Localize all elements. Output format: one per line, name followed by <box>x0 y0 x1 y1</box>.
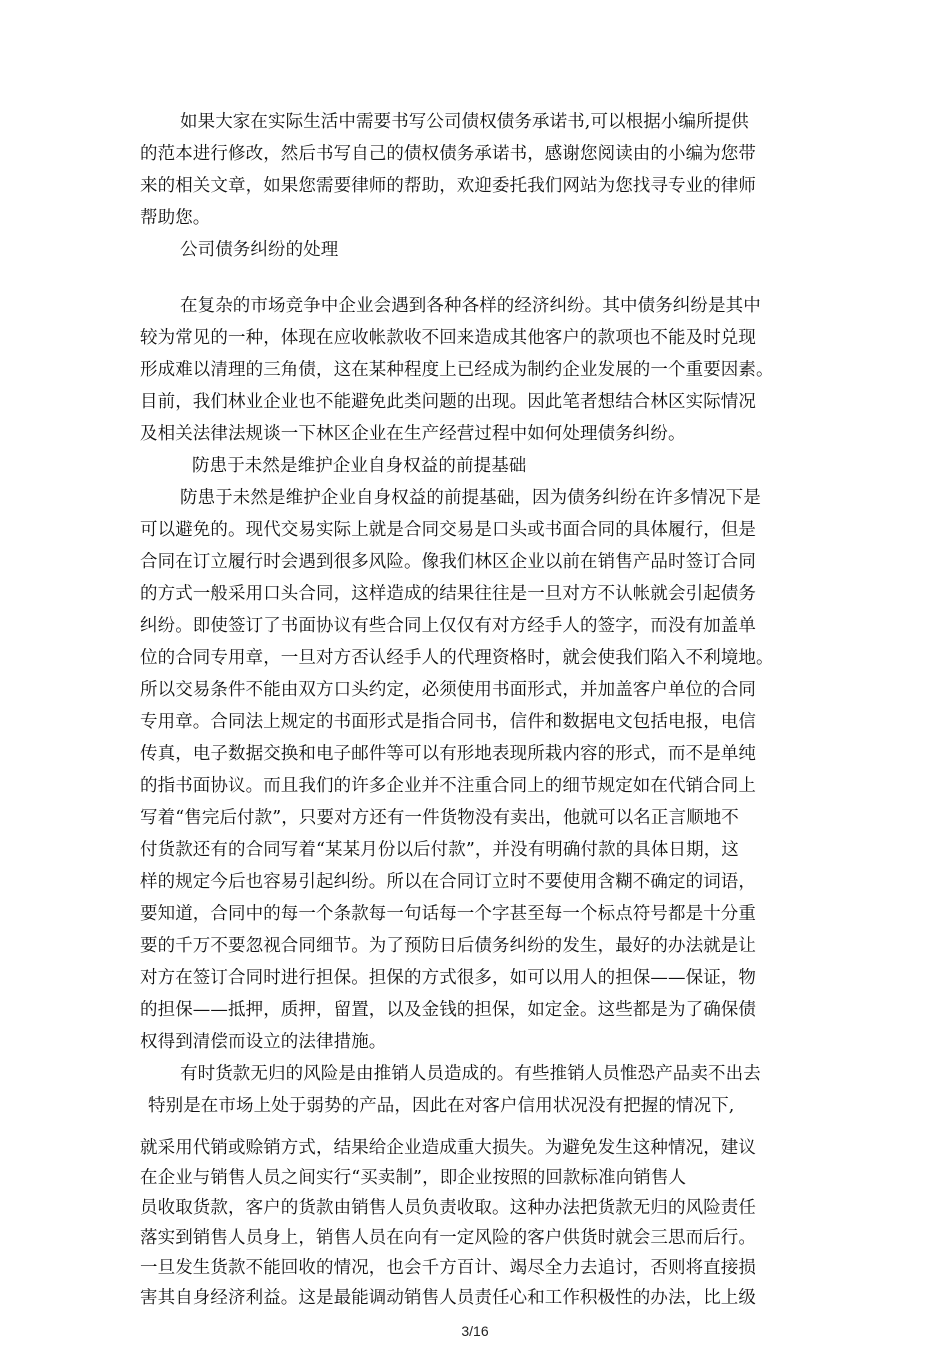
text-line: 形成难以清理的三角债，这在某种程度上已经成为制约企业发展的一个重要因素。 <box>140 360 774 380</box>
text-line: 合同在订立履行时会遇到很多风险。像我们林区企业以前在销售产品时签订合同 <box>140 552 756 572</box>
text-line: 员收取货款，客户的货款由销售人员负责收取。这种办法把货款无归的风险责任 <box>140 1198 756 1218</box>
text-line: 一旦发生货款不能回收的情况，也会千方百计、竭尽全力去追讨，否则将直接损 <box>140 1258 756 1278</box>
text-line: 写着“售完后付款”，只要对方还有一件货物没有卖出，他就可以名正言顺地不 <box>140 808 739 828</box>
text-line: 要知道，合同中的每一个条款每一句话每一个字甚至每一个标点符号都是十分重 <box>140 904 756 924</box>
section-heading: 公司债务纠纷的处理 <box>180 240 339 260</box>
text-line: 帮助您。 <box>140 208 211 228</box>
text-line: 就采用代销或赊销方式，结果给企业造成重大损失。为避免发生这种情况，建议 <box>140 1138 756 1158</box>
text-line: 较为常见的一种，体现在应收帐款收不回来造成其他客户的款项也不能及时兑现 <box>140 328 756 348</box>
text-line: 有时货款无归的风险是由推销人员造成的。有些推销人员惟恐产品卖不出去 <box>180 1064 761 1084</box>
text-line: 付货款还有的合同写着“某某月份以后付款”，并没有明确付款的具体日期，这 <box>140 840 739 860</box>
text-line: 目前，我们林业企业也不能避免此类问题的出现。因此笔者想结合林区实际情况 <box>140 392 756 412</box>
text-line: 位的合同专用章，一旦对方否认经手人的代理资格时，就会使我们陷入不利境地。 <box>140 648 774 668</box>
text-line: 纠纷。即使签订了书面协议有些合同上仅仅有对方经手人的签字，而没有加盖单 <box>140 616 756 636</box>
text-line: 所以交易条件不能由双方口头约定，必须使用书面形式，并加盖客户单位的合同 <box>140 680 756 700</box>
text-line: 的指书面协议。而且我们的许多企业并不注重合同上的细节规定如在代销合同上 <box>140 776 756 796</box>
text-line: 如果大家在实际生活中需要书写公司债权债务承诺书,可以根据小编所提供 <box>180 112 749 132</box>
text-line: 样的规定今后也容易引起纠纷。所以在合同订立时不要使用含糊不确定的词语， <box>140 872 756 892</box>
text-line: 对方在签订合同时进行担保。担保的方式很多，如可以用人的担保——保证，物 <box>140 968 756 988</box>
text-line: 特别是在市场上处于弱势的产品，因此在对客户信用状况没有把握的情况下, <box>148 1096 735 1116</box>
text-line: 害其自身经济利益。这是最能调动销售人员责任心和工作积极性的办法，比上级 <box>140 1288 756 1308</box>
text-line: 的范本进行修改，然后书写自己的债权债务承诺书，感谢您阅读由的小编为您带 <box>140 144 756 164</box>
text-line: 的方式一般采用口头合同，这样造成的结果往往是一旦对方不认帐就会引起债务 <box>140 584 756 604</box>
text-line: 可以避免的。现代交易实际上就是合同交易是口头或书面合同的具体履行，但是 <box>140 520 756 540</box>
text-line: 的担保——抵押，质押，留置，以及金钱的担保，如定金。这些都是为了确保债 <box>140 1000 756 1020</box>
text-line: 要的千万不要忽视合同细节。为了预防日后债务纠纷的发生，最好的办法就是让 <box>140 936 756 956</box>
text-line: 在企业与销售人员之间实行“买卖制”，即企业按照的回款标准向销售人 <box>140 1168 687 1188</box>
section-heading: 防患于未然是维护企业自身权益的前提基础 <box>192 456 527 476</box>
page-number: 3/16 <box>461 1323 489 1339</box>
text-line: 权得到清偿而设立的法律措施。 <box>140 1032 387 1052</box>
text-line: 传真，电子数据交换和电子邮件等可以有形地表现所栽内容的形式，而不是单纯 <box>140 744 756 764</box>
text-line: 落实到销售人员身上，销售人员在向有一定风险的客户供货时就会三思而后行。 <box>140 1228 756 1248</box>
text-line: 专用章。合同法上规定的书面形式是指合同书，信件和数据电文包括电报，电信 <box>140 712 756 732</box>
text-line: 及相关法律法规谈一下林区企业在生产经营过程中如何处理债务纠纷。 <box>140 424 686 444</box>
text-line: 防患于未然是维护企业自身权益的前提基础，因为债务纠纷在许多情况下是 <box>180 488 761 508</box>
text-line: 在复杂的市场竞争中企业会遇到各种各样的经济纠纷。其中债务纠纷是其中 <box>180 296 761 316</box>
text-line: 来的相关文章，如果您需要律师的帮助，欢迎委托我们网站为您找寻专业的律师 <box>140 176 756 196</box>
